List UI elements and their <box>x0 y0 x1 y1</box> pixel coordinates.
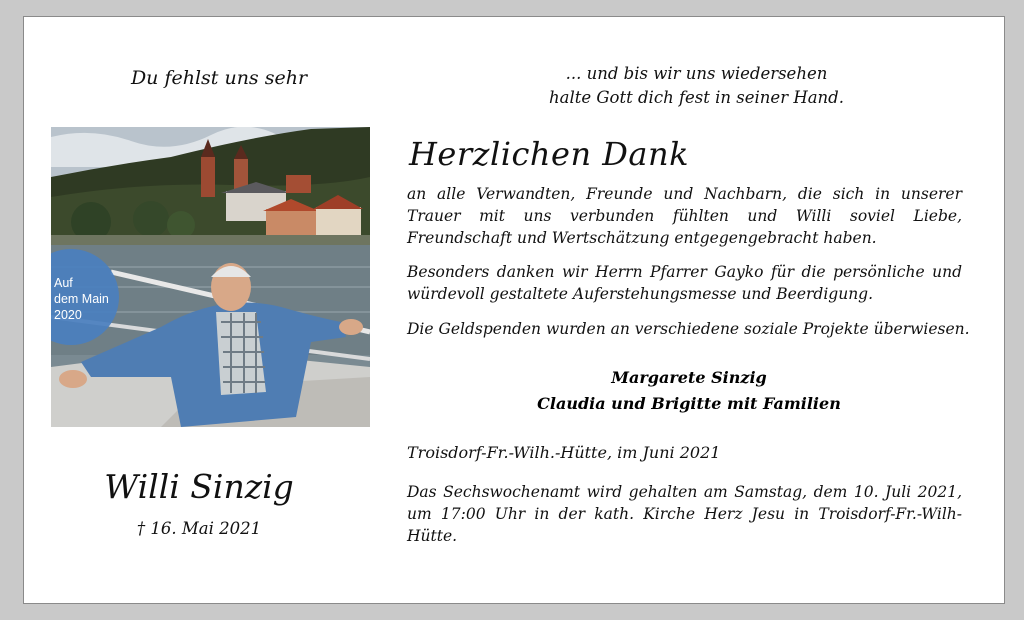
memorial-photo <box>51 127 370 427</box>
paragraph-pastor: Besonders danken wir Herrn Pfarrer Gayko für die persönliche und würdevoll gestaltete Auferstehungsmesse und Beerdigung. <box>407 263 962 303</box>
signature-line-1: Margarete Sinzig <box>611 368 767 387</box>
service-notice: Das Sechswochenamt wird gehalten am Samstag, dem 10. Juli 2021, um 17:00 Uhr in der kath. Kirche Herz Jesu in Troisdorf-Fr.-Wilh-Hütte. <box>407 483 962 545</box>
place-date: Troisdorf-Fr.-Wilh.-Hütte, im Juni 2021 <box>407 443 721 462</box>
obituary-card <box>23 16 1005 604</box>
photo-caption-line-1: Auf <box>54 276 73 290</box>
photo-caption-line-2: dem Main <box>54 292 109 306</box>
photo-caption <box>54 275 109 323</box>
death-date: † 16. Mai 2021 <box>136 519 262 538</box>
deceased-name: Willi Sinzig <box>104 467 294 506</box>
left-motto: Du fehlst uns sehr <box>130 67 308 89</box>
paragraph-donations: Die Geldspenden wurden an verschiedene soziale Projekte überwiesen. <box>407 320 970 338</box>
signatures <box>464 365 914 417</box>
thanks-heading: Herzlichen Dank <box>409 135 689 173</box>
photo-caption-line-3: 2020 <box>54 308 82 322</box>
paragraph-thanks: an alle Verwandten, Freunde und Nachbarn, die sich in unserer Trauer mit uns verbunden fühlten und Willi soviel Liebe, Freundschaft und Wertschätzung entgegengebracht haben. <box>407 185 962 247</box>
right-motto-line-2: halte Gott dich fest in seiner Hand. <box>548 88 844 107</box>
signature-line-2: Claudia und Brigitte mit Familien <box>537 394 841 413</box>
right-motto <box>424 62 969 110</box>
right-motto-line-1: ... und bis wir uns wiedersehen <box>565 64 828 83</box>
